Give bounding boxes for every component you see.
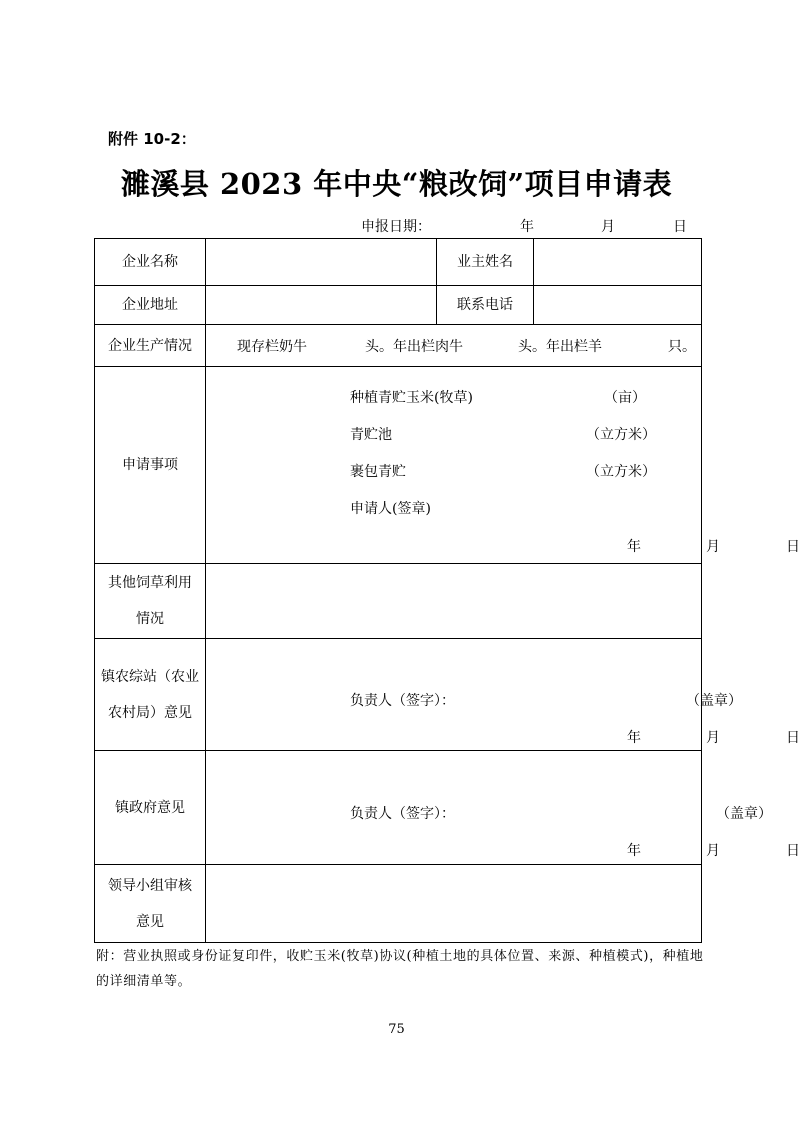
page-number: 75 bbox=[388, 1022, 405, 1037]
phone-field[interactable] bbox=[534, 286, 702, 325]
town-station-month: 月 bbox=[706, 730, 720, 746]
review-label bbox=[95, 865, 206, 943]
application-field[interactable] bbox=[206, 367, 800, 564]
production-text-4: 只。 bbox=[668, 339, 696, 355]
town-station-label-line2: 农村局）意见 bbox=[108, 704, 192, 721]
row-company-name bbox=[95, 239, 702, 286]
review-label-line2: 意见 bbox=[136, 913, 164, 930]
report-date-day: 日 bbox=[673, 219, 687, 235]
application-year: 年 bbox=[627, 539, 641, 555]
report-date-label: 申报日期： bbox=[361, 219, 431, 235]
review-label-line1: 领导小组审核 bbox=[108, 877, 192, 894]
town-gov-day: 日 bbox=[786, 843, 800, 859]
other-forage-label bbox=[95, 564, 206, 639]
row-town-station bbox=[95, 639, 702, 751]
town-station-label bbox=[95, 639, 206, 751]
town-station-year: 年 bbox=[627, 730, 641, 746]
row-town-gov bbox=[95, 751, 702, 865]
application-month: 月 bbox=[706, 539, 720, 555]
page-title: 濉溪县 2023 年中央“粮改饲”项目申请表 bbox=[120, 167, 673, 201]
item-silage-corn: 种植青贮玉米(牧草) bbox=[350, 390, 473, 406]
row-application bbox=[95, 367, 702, 564]
report-date-year: 年 bbox=[520, 219, 534, 235]
company-name-label: 企业名称 bbox=[95, 239, 206, 286]
application-form-table bbox=[94, 238, 800, 943]
row-production bbox=[95, 325, 702, 367]
phone-label: 联系电话 bbox=[437, 286, 534, 325]
applicant-signature: 申请人(签章) bbox=[350, 501, 431, 517]
production-field[interactable] bbox=[206, 325, 702, 367]
production-label: 企业生产情况 bbox=[95, 325, 206, 367]
item-silage-pit-unit: （立方米） bbox=[586, 427, 656, 443]
footnote: 附：营业执照或身份证复印件，收贮玉米(牧草)协议(种植土地的具体位置、来源、种植模式)，种植地的详细清单等。 bbox=[96, 949, 704, 989]
production-text-1: 现存栏奶牛 bbox=[237, 339, 307, 355]
item-silage-corn-unit: （亩） bbox=[604, 390, 646, 406]
town-station-day: 日 bbox=[786, 730, 800, 746]
town-gov-month: 月 bbox=[706, 843, 720, 859]
item-wrapped-silage: 裹包青贮 bbox=[350, 464, 406, 480]
town-gov-responsible: 负责人（签字）： bbox=[350, 806, 455, 822]
town-station-label-line1: 镇农综站（农业 bbox=[101, 668, 199, 685]
other-forage-label-line2: 情况 bbox=[136, 611, 164, 627]
owner-name-field[interactable] bbox=[534, 239, 702, 286]
company-name-field[interactable] bbox=[206, 239, 437, 286]
town-gov-opinion-field[interactable] bbox=[206, 751, 800, 865]
row-company-address bbox=[95, 286, 702, 325]
town-gov-label: 镇政府意见 bbox=[95, 751, 206, 865]
town-station-responsible: 负责人（签字）： bbox=[350, 693, 455, 709]
attachment-label: 附件 10-2： bbox=[108, 130, 196, 148]
review-opinion-field[interactable] bbox=[206, 865, 702, 943]
other-forage-field[interactable] bbox=[206, 564, 702, 639]
item-wrapped-silage-unit: （立方米） bbox=[586, 464, 656, 480]
application-day: 日 bbox=[786, 539, 800, 555]
other-forage-label-line1: 其他饲草利用 bbox=[108, 575, 192, 591]
production-text-3: 头。年出栏羊 bbox=[518, 339, 602, 355]
owner-name-label: 业主姓名 bbox=[437, 239, 534, 286]
row-other-forage bbox=[95, 564, 702, 639]
item-silage-pit: 青贮池 bbox=[350, 427, 392, 443]
town-gov-year: 年 bbox=[627, 843, 641, 859]
report-date-month: 月 bbox=[601, 219, 615, 235]
production-text-2: 头。年出栏肉牛 bbox=[365, 339, 463, 355]
town-station-opinion-field[interactable] bbox=[206, 639, 800, 751]
application-label: 申请事项 bbox=[95, 367, 206, 564]
town-station-seal: （盖章） bbox=[686, 693, 742, 709]
row-review bbox=[95, 865, 702, 943]
company-address-label: 企业地址 bbox=[95, 286, 206, 325]
company-address-field[interactable] bbox=[206, 286, 437, 325]
town-gov-seal: （盖章） bbox=[716, 806, 772, 822]
